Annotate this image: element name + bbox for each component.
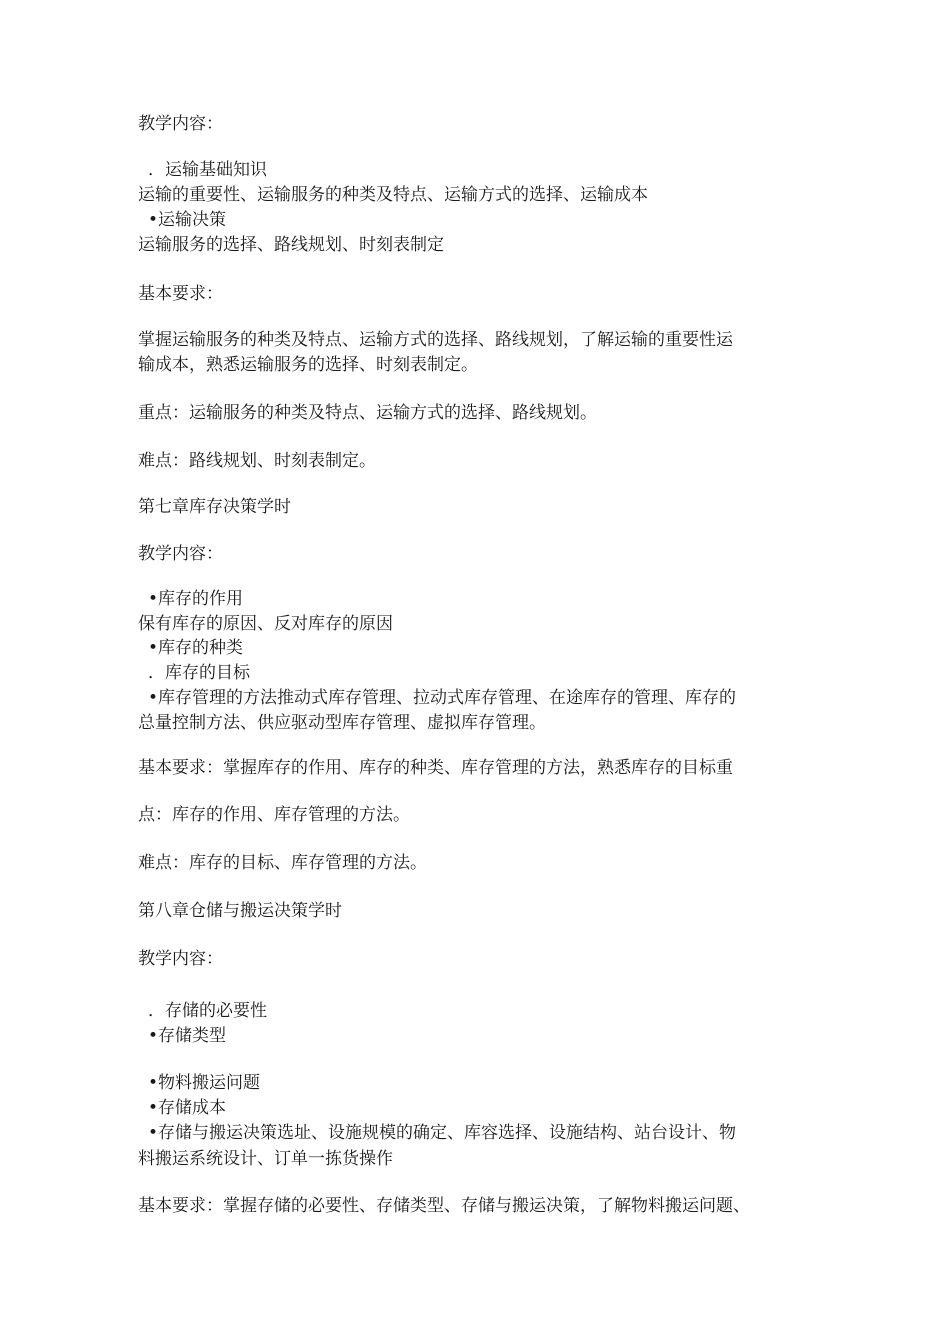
paragraph: 料搬运系统设计、订单一拣货操作: [138, 1149, 393, 1169]
list-item: •库存的作用: [148, 589, 244, 609]
section-heading: 教学内容：: [138, 544, 223, 564]
paragraph: 输成本，熟悉运输服务的选择、时刻表制定。: [138, 355, 478, 375]
paragraph: 掌握运输服务的种类及特点、运输方式的选择、路线规划，了解运输的重要性运: [138, 330, 733, 350]
key-points: 重点：运输服务的种类及特点、运输方式的选择、路线规划。: [138, 403, 597, 423]
list-item: •运输决策: [148, 210, 227, 230]
paragraph: 基本要求：掌握库存的作用、库存的种类、库存管理的方法，熟悉库存的目标重: [138, 758, 733, 778]
paragraph: 保有库存的原因、反对库存的原因: [138, 614, 393, 634]
paragraph: 基本要求：掌握存储的必要性、存储类型、存储与搬运决策，了解物料搬运问题、: [138, 1196, 750, 1216]
chapter-title: 第七章库存决策学时: [138, 497, 291, 517]
chapter-title: 第八章仓储与搬运决策学时: [138, 901, 342, 921]
list-item: ．库存的目标: [148, 663, 250, 683]
list-item: •存储成本: [148, 1098, 227, 1118]
section-heading: 基本要求：: [138, 284, 223, 304]
list-item: •存储与搬运决策选址、设施规模的确定、库容选择、设施结构、站台设计、物: [148, 1123, 737, 1143]
paragraph: 运输的重要性、运输服务的种类及特点、运输方式的选择、运输成本: [138, 185, 648, 205]
paragraph: 运输服务的选择、路线规划、时刻表制定: [138, 235, 444, 255]
paragraph: 总量控制方法、供应驱动型库存管理、虚拟库存管理。: [138, 713, 546, 733]
difficult-points: 难点：路线规划、时刻表制定。: [138, 451, 376, 471]
paragraph: 点：库存的作用、库存管理的方法。: [138, 805, 410, 825]
section-heading: 教学内容：: [138, 949, 223, 969]
list-item: ．运输基础知识: [148, 160, 267, 180]
list-item: •库存管理的方法推动式库存管理、拉动式库存管理、在途库存的管理、库存的: [148, 688, 737, 708]
list-item: •库存的种类: [148, 638, 244, 658]
section-heading: 教学内容：: [138, 114, 223, 134]
list-item: •物料搬运问题: [148, 1073, 261, 1093]
list-item: •存储类型: [148, 1026, 227, 1046]
difficult-points: 难点：库存的目标、库存管理的方法。: [138, 853, 427, 873]
list-item: ．存储的必要性: [148, 1001, 267, 1021]
